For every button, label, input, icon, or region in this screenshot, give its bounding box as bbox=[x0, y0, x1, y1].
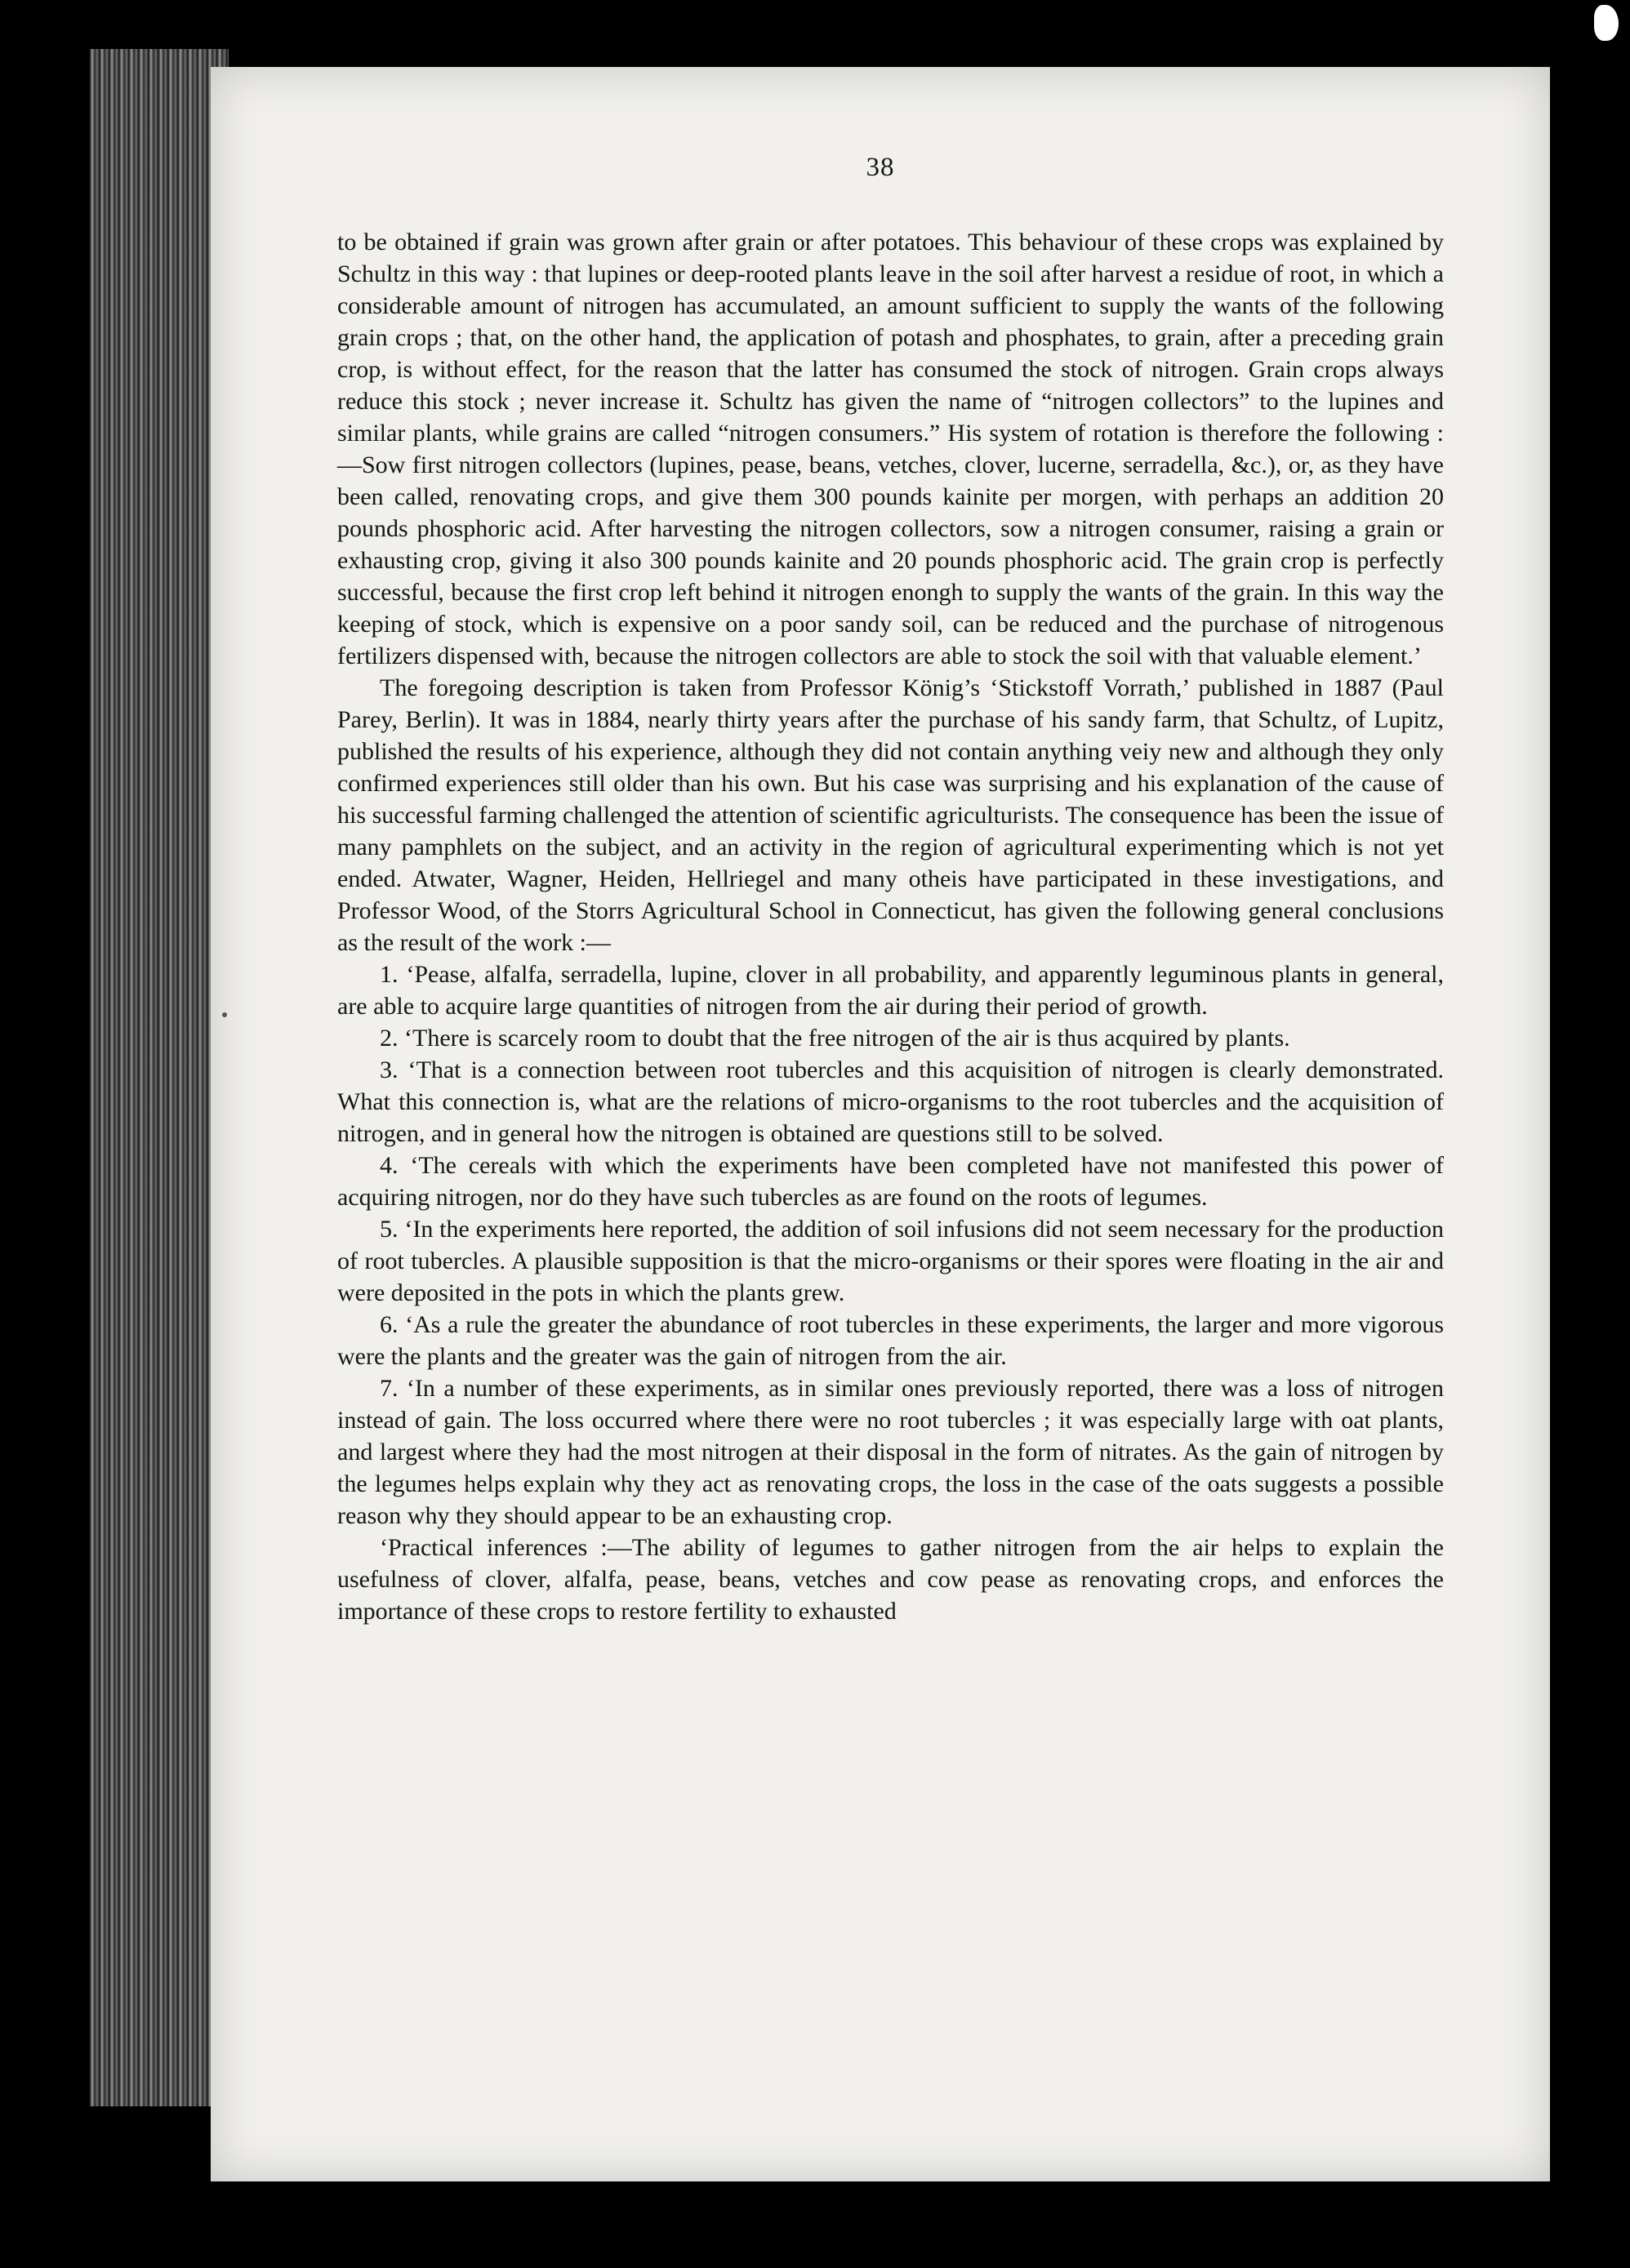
list-item: 4. ‘The cereals with which the experiments have been completed have not manifested this power of acquiring nitrogen, nor do they have such tubercles as are found on the roots of legumes. bbox=[337, 1152, 1444, 1211]
paragraph: The foregoing description is taken from Professor König’s ‘Stickstoff Vorrath,’ published in 1887 (Paul Parey, Berlin). It was in 1884, nearly thirty years after the purchase of his sandy farm, that Schultz, of Lupitz, published the results of his experience, although they did not contain anything veiy new and although they only confirmed experiences still older than his own. But his case was surprising and his explanation of the cause of his successful farming challenged the attention of scientific agriculturists. The consequence has been the issue of many pamphlets on the subject, and an activity in the region of agricultural experimenting which is not yet ended. Atwater, Wagner, Heiden, Hellriegel and many otheis have participated in these investigations, and Professor Wood, of the Storrs Agricultural School in Connecticut, has given the following general conclusions as the result of the work :— bbox=[337, 674, 1444, 956]
list-item: 2. ‘There is scarcely room to doubt that the free nitrogen of the air is thus acquired by plants. bbox=[380, 1025, 1290, 1052]
book-page-edges bbox=[90, 49, 229, 2106]
paragraph: to be obtained if grain was grown after grain or after potatoes. This behaviour of these crops was explained by Schultz in this way : that lupines or deep-rooted plants leave in the soil after harvest a residue of root, in which a considerable amount of nitrogen has accumulated, an amount sufficient to supply the wants of the following grain crops ; that, on the other hand, the application of potash and phosphates, to grain, after a preceding grain crop, is without effect, for the reason that the latter has consumed the stock of nitrogen. Grain crops always reduce this stock ; never increase it. Schultz has given the name of “nitrogen collectors” to the lupines and similar plants, while grains are called “nitrogen consumers.” His system of rotation is therefore the following :—Sow first nitrogen collectors (lupines, pease, beans, vetches, clover, lucerne, serradella, &c.), or, as they have been called, renovating crops, and give them 300 pounds kainite per morgen, with perhaps an addition 20 pounds phosphoric acid. After harvesting the nitrogen collectors, sow a nitrogen consumer, raising a grain or exhausting crop, giving it also 300 pounds kainite and 20 pounds phosphoric acid. The grain crop is perfectly successful, because the first crop left behind it nitrogen enongh to supply the wants of the grain. In this way the keeping of stock, which is expensive on a poor sandy soil, can be reduced and the purchase of nitrogenous fertilizers dispensed with, because the nitrogen collectors are able to stock the soil with that valuable element.’ bbox=[337, 229, 1444, 669]
list-item: 1. ‘Pease, alfalfa, serradella, lupine, clover in all probability, and apparently leguminous plants in general, are able to acquire large quantities of nitrogen from the air during their period of growth. bbox=[337, 961, 1444, 1020]
book-page bbox=[211, 67, 1550, 2181]
list-item: 5. ‘In the experiments here reported, the addition of soil infusions did not seem necessary for the production of root tubercles. A plausible supposition is that the micro-organisms or their spores were floating in the air and were deposited in the pots in which the plants grew. bbox=[337, 1216, 1444, 1306]
list-item: 3. ‘That is a connection between root tubercles and this acquisition of nitrogen is clearly demonstrated. What this connection is, what are the relations of micro-organisms to the root tubercles and the acquisition of nitrogen, and in general how the nitrogen is obtained are questions still to be solved. bbox=[337, 1056, 1444, 1147]
page-number: 38 bbox=[866, 153, 895, 182]
paragraph: ‘Practical inferences :—The ability of legumes to gather nitrogen from the air helps to explain the usefulness of clover, alfalfa, pease, beans, vetches and cow pease as renovating crops, and enforces the importance of these crops to restore fertility to exhausted bbox=[337, 1534, 1444, 1625]
body-text bbox=[337, 226, 1444, 1627]
list-item: 6. ‘As a rule the greater the abundance of root tubercles in these experiments, the larger and more vigorous were the plants and the greater was the gain of nitrogen from the air. bbox=[337, 1311, 1444, 1370]
list-item: 7. ‘In a number of these experiments, as in similar ones previously reported, there was a loss of nitrogen instead of gain. The loss occurred where there were no root tubercles ; it was especially large with oat plants, and largest where they had the most nitrogen at their disposal in the form of nitrates. As the gain of nitrogen by the legumes helps explain why they act as renovating crops, the loss in the case of the oats suggests a possible reason why they should appear to be an exhausting crop. bbox=[337, 1375, 1444, 1529]
margin-speck bbox=[222, 1012, 227, 1017]
scan-corner-mark bbox=[1594, 5, 1619, 41]
